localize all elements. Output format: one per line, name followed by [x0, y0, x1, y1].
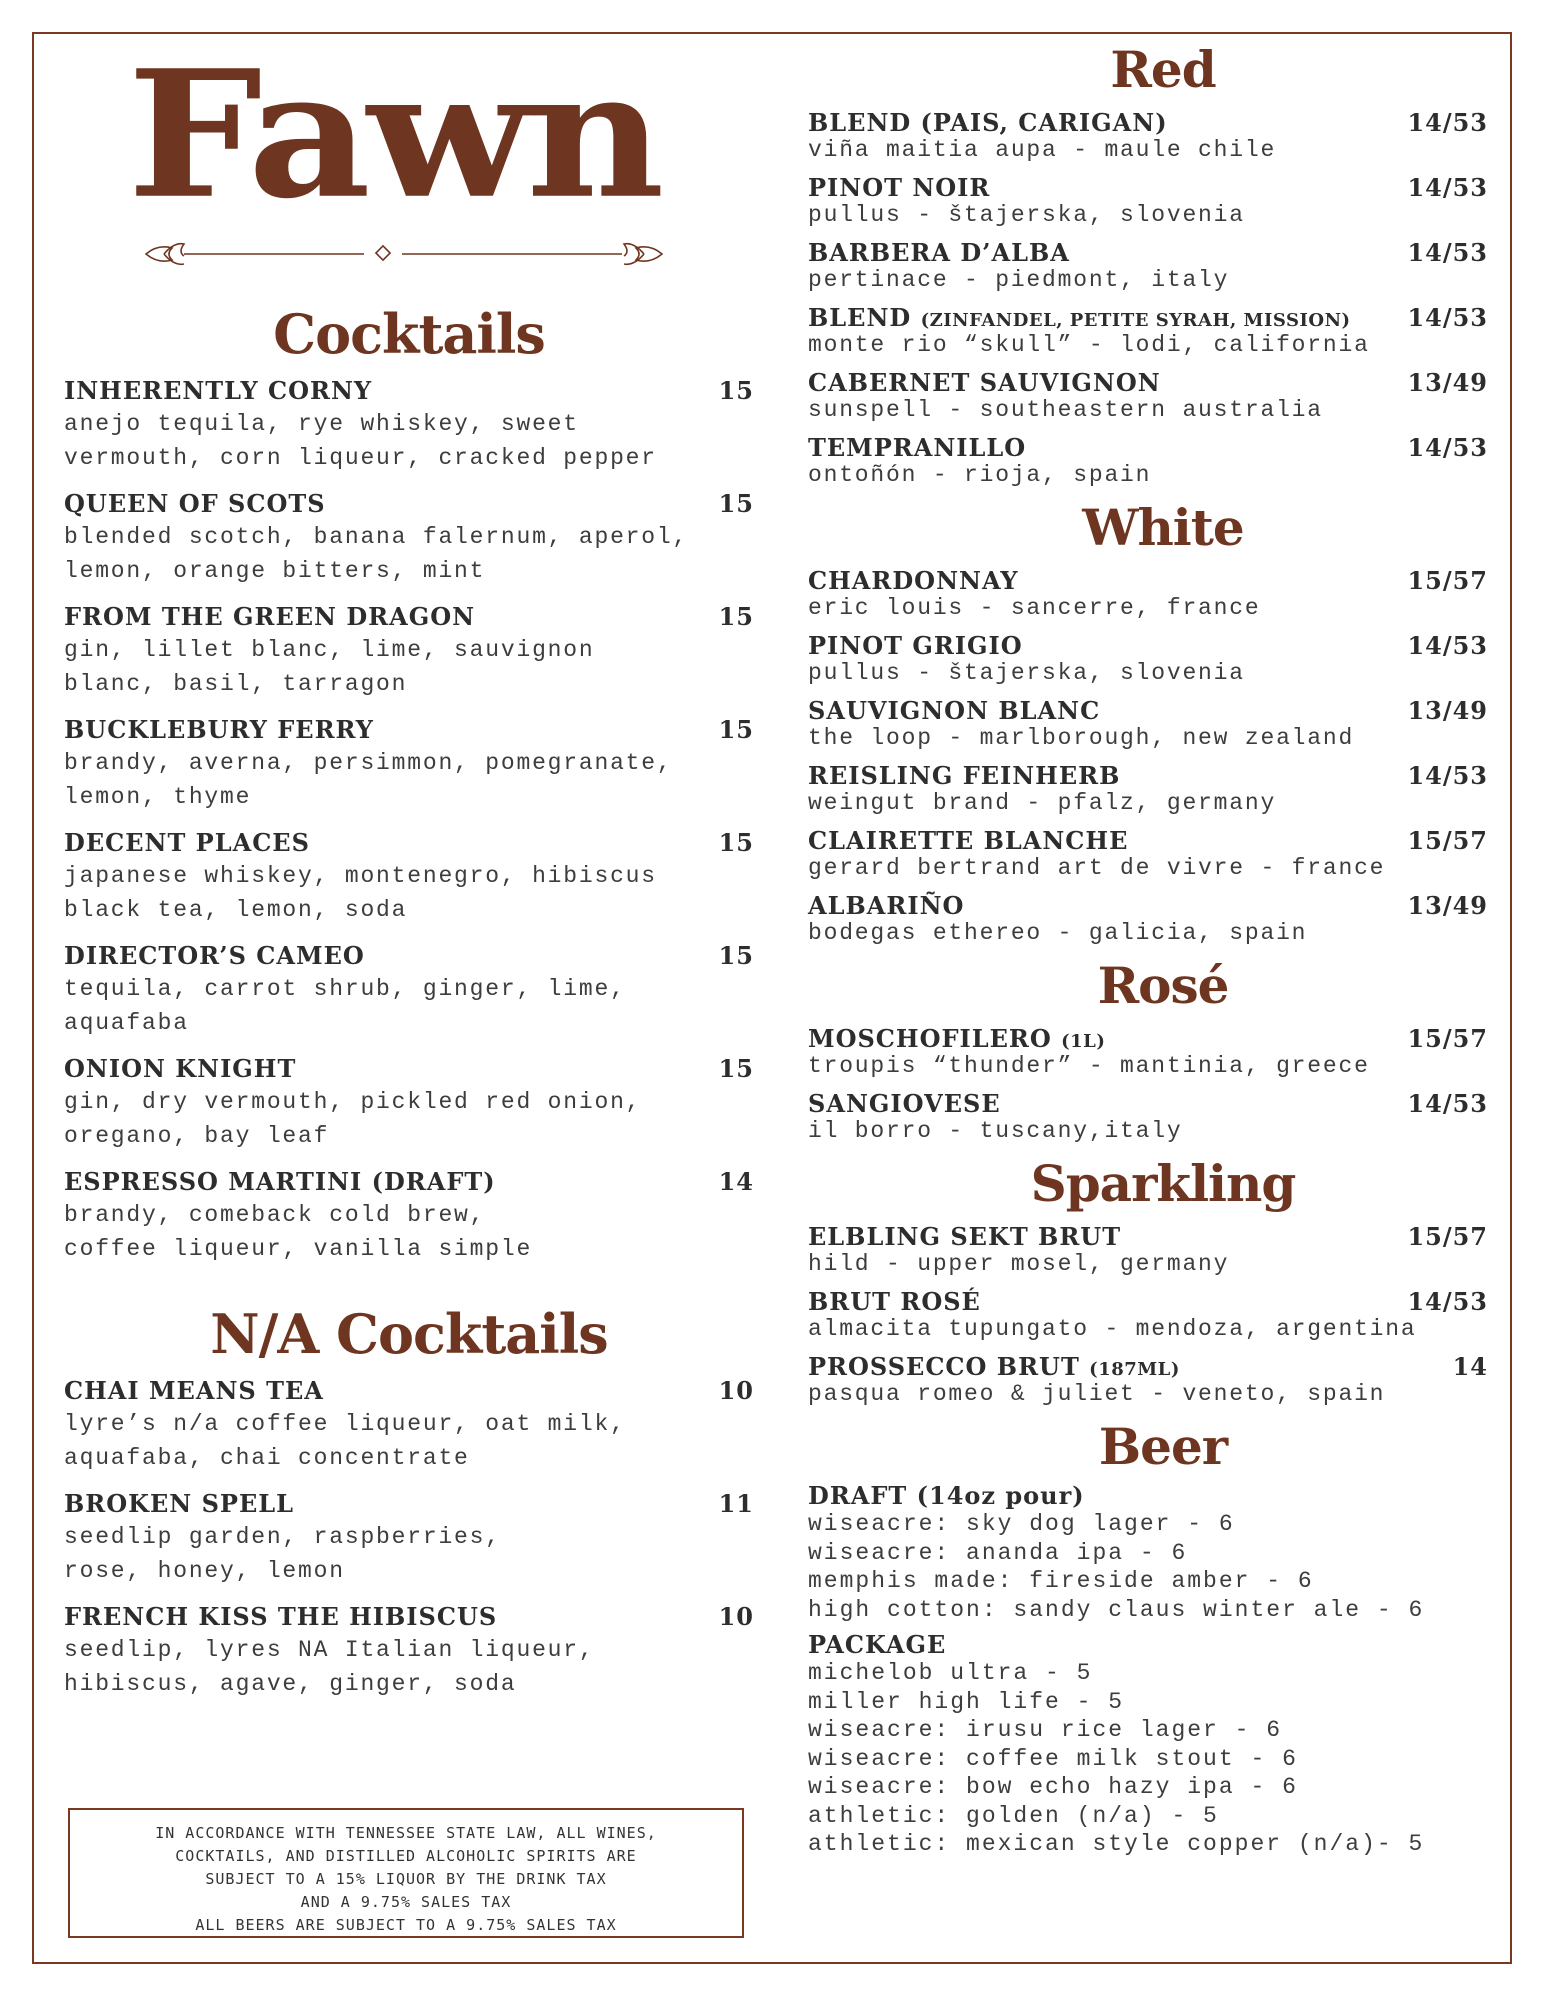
wine-price: 15/57	[1407, 826, 1488, 855]
wine-name	[808, 1089, 1488, 1118]
wine-name	[808, 1024, 1488, 1053]
wine-description: pasqua romeo & juliet - veneto, spain	[808, 1381, 1386, 1407]
beer-item: memphis made: fireside amber - 6	[808, 1568, 1314, 1594]
sparkling-title: Sparkling	[1030, 1154, 1296, 1213]
wine-description: the loop - marlborough, new zealand	[808, 725, 1355, 751]
rose-wine-list	[808, 1024, 1488, 1144]
cocktail-price: 15	[718, 1054, 754, 1083]
wine-item	[808, 696, 1488, 751]
red-wine-list	[808, 108, 1488, 488]
wine-name-text: CHARDONNAY	[808, 566, 1019, 595]
description-line: blended scotch, banana falernum, aperol,	[64, 524, 689, 550]
wine-item	[808, 891, 1488, 946]
wine-name-text: REISLING FEINHERB	[808, 761, 1121, 790]
cocktail-item	[64, 602, 754, 701]
white-wine-list	[808, 566, 1488, 946]
wine-item	[808, 1287, 1488, 1342]
cocktail-price: 15	[718, 828, 754, 857]
wine-price: 14/53	[1407, 761, 1488, 790]
wine-price: 13/49	[1407, 891, 1488, 920]
wine-description: pullus - štajerska, slovenia	[808, 202, 1245, 228]
wine-item	[808, 303, 1488, 358]
na-cocktails-title: N/A Cocktails	[210, 1302, 608, 1366]
wine-description: ontoñón - rioja, spain	[808, 462, 1152, 488]
draft-beer-list	[808, 1510, 1488, 1624]
wine-item	[808, 1089, 1488, 1144]
notice-line: SUBJECT TO A 15% LIQUOR BY THE DRINK TAX	[205, 1870, 607, 1888]
wine-name-text: PROSSECCO BRUT	[808, 1352, 1080, 1381]
cocktail-price: 15	[718, 376, 754, 405]
wine-item	[808, 1024, 1488, 1079]
description-line: aquafaba, chai concentrate	[64, 1445, 470, 1471]
wine-name-text: SANGIOVESE	[808, 1089, 1001, 1118]
cocktail-price: 10	[718, 1376, 754, 1405]
wine-description: sunspell - southeastern australia	[808, 397, 1323, 423]
description-line: seedlip, lyres NA Italian liqueur,	[64, 1637, 595, 1663]
brand-logo: Fawn	[127, 31, 661, 238]
cocktail-name: ONION KNIGHT	[64, 1054, 297, 1083]
wine-name-text: ELBLING SEKT BRUT	[808, 1222, 1122, 1251]
wine-item	[808, 761, 1488, 816]
wine-name	[808, 826, 1488, 855]
notice-line: ALL BEERS ARE SUBJECT TO A 9.75% SALES TAX	[195, 1916, 617, 1934]
na-cocktail-list	[64, 1376, 754, 1701]
wine-price: 15/57	[1407, 1024, 1488, 1053]
wine-price: 14/53	[1407, 238, 1488, 267]
notice-line: IN ACCORDANCE WITH TENNESSEE STATE LAW, ALL WINES,	[155, 1824, 657, 1842]
cocktail-name: INHERENTLY CORNY	[64, 376, 373, 405]
wine-description: pullus - štajerska, slovenia	[808, 660, 1245, 686]
wine-name-detail: (ZINFANDEL, PETITE SYRAH, MISSION)	[920, 310, 1351, 331]
wine-description: pertinace - piedmont, italy	[808, 267, 1230, 293]
description-line: japanese whiskey, montenegro, hibiscus	[64, 863, 657, 889]
cocktail-price: 15	[718, 489, 754, 518]
description-line: lyre’s n/a coffee liqueur, oat milk,	[64, 1411, 626, 1437]
cocktail-description	[64, 1085, 754, 1153]
beer-item: wiseacre: irusu rice lager - 6	[808, 1717, 1283, 1743]
cocktail-description	[64, 859, 754, 927]
wine-name-text: BLEND	[808, 303, 912, 332]
description-line: hibiscus, agave, ginger, soda	[64, 1671, 517, 1697]
cocktail-description	[64, 1633, 754, 1701]
wine-price: 14/53	[1407, 631, 1488, 660]
wine-name-text: BARBERA D’ALBA	[808, 238, 1070, 267]
wine-description: monte rio “skull” - lodi, california	[808, 332, 1370, 358]
wine-name	[808, 1352, 1488, 1381]
cocktail-price: 15	[718, 941, 754, 970]
beer-title: Beer	[1098, 1417, 1228, 1476]
wine-name	[808, 368, 1488, 397]
wine-price: 14/53	[1407, 173, 1488, 202]
cocktail-name: BROKEN SPELL	[64, 1489, 295, 1518]
cocktail-price: 15	[718, 715, 754, 744]
wine-name-detail: (1L)	[1061, 1031, 1106, 1052]
wine-description: bodegas ethereo - galicia, spain	[808, 920, 1308, 946]
cocktails-title: Cocktails	[273, 302, 545, 366]
beer-item: miller high life - 5	[808, 1688, 1125, 1715]
wine-price: 14/53	[1407, 433, 1488, 462]
red-title: Red	[1110, 40, 1216, 99]
beer-item: athletic: golden (n/a) - 5	[808, 1802, 1219, 1829]
beer-section	[808, 1481, 1488, 1859]
beer-item: wiseacre: coffee milk stout - 6	[808, 1745, 1298, 1772]
beer-item: wiseacre: ananda ipa - 6	[808, 1539, 1188, 1566]
wine-price: 14/53	[1407, 1287, 1488, 1316]
wine-description: viña maitia aupa - maule chile	[808, 137, 1277, 163]
cocktail-name: FRENCH KISS THE HIBISCUS	[64, 1602, 498, 1631]
wine-name	[808, 303, 1488, 332]
notice-line: AND A 9.75% SALES TAX	[300, 1893, 512, 1911]
description-line: brandy, averna, persimmon, pomegranate,	[64, 750, 673, 776]
wine-name	[808, 631, 1488, 660]
white-title: White	[1082, 498, 1244, 557]
wine-name-text: MOSCHOFILERO	[808, 1024, 1052, 1053]
draft-label: DRAFT (14oz pour)	[808, 1481, 1085, 1510]
wine-item	[808, 368, 1488, 423]
description-line: seedlip garden, raspberries,	[64, 1524, 501, 1550]
wine-name	[808, 566, 1488, 595]
description-line: oregano, bay leaf	[64, 1123, 330, 1149]
cocktail-name: QUEEN OF SCOTS	[64, 489, 326, 518]
package-label: PACKAGE	[808, 1630, 947, 1659]
cocktail-item	[64, 715, 754, 814]
cocktail-item	[64, 1602, 754, 1701]
cocktail-item	[64, 1054, 754, 1153]
description-line: anejo tequila, rye whiskey, sweet	[64, 411, 579, 437]
cocktail-description	[64, 1198, 754, 1266]
cocktail-name: DIRECTOR’S CAMEO	[64, 941, 365, 970]
notice-line: COCKTAILS, AND DISTILLED ALCOHOLIC SPIRITS ARE	[175, 1847, 637, 1865]
wine-price: 14	[1452, 1352, 1488, 1381]
beer-item: michelob ultra - 5	[808, 1660, 1093, 1686]
package-beer-list	[808, 1659, 1488, 1859]
cocktail-item	[64, 1489, 754, 1588]
description-line: lemon, orange bitters, mint	[64, 558, 486, 584]
cocktail-name: FROM THE GREEN DRAGON	[64, 602, 476, 631]
wine-item	[808, 108, 1488, 163]
wine-price: 15/57	[1407, 1222, 1488, 1251]
cocktail-price: 10	[718, 1602, 754, 1631]
description-line: rose, honey, lemon	[64, 1558, 345, 1584]
sparkling-wine-list	[808, 1222, 1488, 1407]
wine-description: gerard bertrand art de vivre - france	[808, 855, 1386, 881]
beer-item: athletic: mexican style copper (n/a)- 5	[808, 1831, 1425, 1857]
cocktail-list	[64, 376, 754, 1266]
cocktail-price: 14	[718, 1167, 754, 1196]
wine-name	[808, 173, 1488, 202]
wine-description: il borro - tuscany,italy	[808, 1118, 1183, 1144]
cocktail-name: ESPRESSO MARTINI (DRAFT)	[64, 1167, 496, 1196]
cocktail-name: BUCKLEBURY FERRY	[64, 715, 374, 744]
cocktail-item	[64, 376, 754, 475]
description-line: coffee liqueur, vanilla simple	[64, 1236, 533, 1262]
cocktail-item	[64, 828, 754, 927]
wine-item	[808, 826, 1488, 881]
cocktail-item	[64, 489, 754, 588]
cocktail-description	[64, 1520, 754, 1588]
cocktail-item	[64, 941, 754, 1040]
wine-name-text: CLAIRETTE BLANCHE	[808, 826, 1129, 855]
cocktail-description	[64, 746, 754, 814]
cocktail-name: DECENT PLACES	[64, 828, 310, 857]
wine-price: 14/53	[1407, 303, 1488, 332]
wine-name-text: TEMPRANILLO	[808, 433, 1027, 462]
wine-name-text: BRUT ROSÉ	[808, 1287, 981, 1316]
wine-price: 13/49	[1407, 368, 1488, 397]
cocktail-description	[64, 407, 754, 475]
cocktail-description	[64, 633, 754, 701]
cocktail-item	[64, 1376, 754, 1475]
wine-item	[808, 173, 1488, 228]
wine-name	[808, 761, 1488, 790]
wine-item	[808, 238, 1488, 293]
wine-name-text: SAUVIGNON BLANC	[808, 696, 1101, 725]
wine-description: troupis “thunder” - mantinia, greece	[808, 1053, 1370, 1079]
ornament-divider-icon	[144, 234, 664, 274]
wine-item	[808, 1352, 1488, 1407]
wine-description: weingut brand - pfalz, germany	[808, 790, 1277, 816]
wine-name	[808, 696, 1488, 725]
wine-item	[808, 566, 1488, 621]
wine-name-text: CABERNET SAUVIGNON	[808, 368, 1161, 397]
description-line: gin, lillet blanc, lime, sauvignon	[64, 637, 595, 663]
description-line: lemon, thyme	[64, 784, 252, 810]
tax-notice	[68, 1808, 744, 1938]
wine-description: eric louis - sancerre, france	[808, 595, 1261, 621]
wine-price: 14/53	[1407, 1089, 1488, 1118]
wine-name	[808, 1287, 1488, 1316]
description-line: blanc, basil, tarragon	[64, 671, 408, 697]
description-line: aquafaba	[64, 1010, 189, 1036]
cocktail-name: CHAI MEANS TEA	[64, 1376, 324, 1405]
rose-title: Rosé	[1097, 956, 1229, 1015]
beer-item: wiseacre: bow echo hazy ipa - 6	[808, 1774, 1298, 1800]
cocktail-description	[64, 1407, 754, 1475]
left-column	[64, 31, 754, 1701]
wine-item	[808, 433, 1488, 488]
beer-item: high cotton: sandy claus winter ale - 6	[808, 1596, 1425, 1623]
cocktail-price: 15	[718, 602, 754, 631]
wine-item	[808, 631, 1488, 686]
wine-description: hild - upper mosel, germany	[808, 1251, 1230, 1277]
wine-price: 14/53	[1407, 108, 1488, 137]
wine-name-text: PINOT NOIR	[808, 173, 991, 202]
wine-name	[808, 433, 1488, 462]
description-line: brandy, comeback cold brew,	[64, 1202, 486, 1228]
cocktail-description	[64, 520, 754, 588]
beer-item: wiseacre: sky dog lager - 6	[808, 1511, 1235, 1537]
wine-item	[808, 1222, 1488, 1277]
description-line: tequila, carrot shrub, ginger, lime,	[64, 976, 626, 1002]
wine-name-detail: (187ML)	[1089, 1359, 1180, 1380]
cocktail-description	[64, 972, 754, 1040]
description-line: black tea, lemon, soda	[64, 897, 408, 923]
wine-name-text: PINOT GRIGIO	[808, 631, 1023, 660]
wine-name	[808, 238, 1488, 267]
wine-name	[808, 891, 1488, 920]
wine-name-text: BLEND (PAIS, CARIGAN)	[808, 108, 1168, 137]
right-column	[808, 40, 1488, 1859]
description-line: gin, dry vermouth, pickled red onion,	[64, 1089, 642, 1115]
cocktail-item	[64, 1167, 754, 1266]
wine-price: 13/49	[1407, 696, 1488, 725]
wine-name	[808, 1222, 1488, 1251]
wine-price: 15/57	[1407, 566, 1488, 595]
cocktail-price: 11	[718, 1489, 754, 1518]
wine-name-text: ALBARIÑO	[808, 891, 965, 920]
wine-name	[808, 108, 1488, 137]
description-line: vermouth, corn liqueur, cracked pepper	[64, 445, 657, 471]
wine-description: almacita tupungato - mendoza, argentina	[808, 1316, 1417, 1342]
